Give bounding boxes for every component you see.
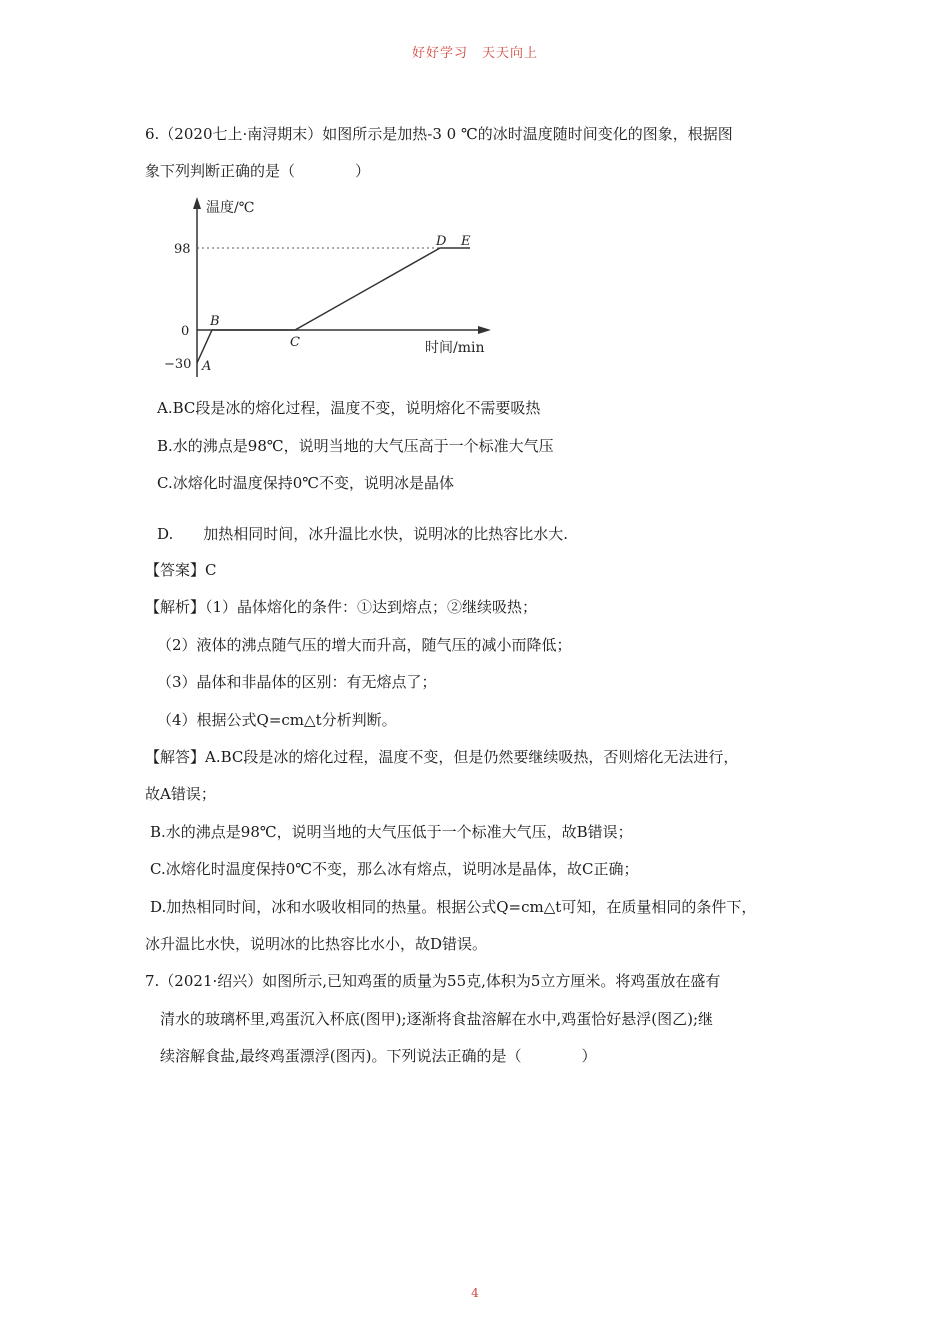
q6-analysis-2: （2）液体的沸点随气压的增大而升高，随气压的减小而降低；	[157, 636, 572, 654]
page-number: 4	[471, 1286, 479, 1300]
q6-stem-line-1: 6.（2020七上·南浔期末）如图所示是加热-3 0 ℃的冰时温度随时间变化的图象，根据图	[145, 125, 733, 143]
y-tick-minus-30: −30	[164, 357, 192, 372]
q6-option-d: D. 加热相同时间，冰升温比水快，说明冰的比热容比水大.	[157, 525, 569, 543]
point-label-b: B	[210, 314, 220, 329]
q6-analysis-1: 【解析】（1）晶体熔化的条件：①达到熔点；②继续吸热；	[145, 598, 538, 616]
x-axis-label: 时间/min	[425, 340, 485, 356]
temperature-time-graph	[160, 195, 520, 385]
x-axis-arrow	[478, 326, 491, 334]
q6-option-b: B.水的沸点是98℃，说明当地的大气压高于一个标准大气压	[157, 437, 554, 455]
q6-analysis-3: （3）晶体和非晶体的区别：有无熔点了；	[157, 673, 437, 691]
point-label-a: A	[202, 359, 212, 374]
q6-solution-2: 故A错误；	[145, 785, 216, 803]
q6-analysis-4: （4）根据公式Q=cm△t分析判断。	[157, 711, 397, 729]
y-axis-label: 温度/℃	[206, 200, 255, 216]
q6-option-a: A.BC段是冰的熔化过程，温度不变，说明熔化不需要吸热	[157, 399, 541, 417]
q6-solution-6: 冰升温比水快，说明冰的比热容比水小，故D错误。	[145, 935, 488, 953]
point-label-e: E	[461, 234, 471, 249]
point-label-d: D	[436, 234, 447, 249]
y-tick-98: 98	[174, 242, 191, 257]
page-header: 好好学习 天天向上	[411, 46, 538, 61]
q6-solution-3: B.水的沸点是98℃，说明当地的大气压低于一个标准大气压，故B错误；	[150, 823, 633, 841]
q6-answer: 【答案】C	[145, 561, 217, 579]
q6-solution-5: D.加热相同时间，冰和水吸收相同的热量。根据公式Q=cm△t可知，在质量相同的条件下，	[150, 898, 757, 916]
q7-stem-line-1: 7.（2021·绍兴）如图所示,已知鸡蛋的质量为55克,体积为5立方厘米。将鸡蛋放在盛有	[145, 972, 721, 990]
q7-stem-line-2: 清水的玻璃杯里,鸡蛋沉入杯底(图甲);逐渐将食盐溶解在水中,鸡蛋恰好悬浮(图乙);继	[160, 1010, 714, 1028]
q6-solution-1: 【解答】A.BC段是冰的熔化过程，温度不变，但是仍然要继续吸热，否则熔化无法进行，	[145, 748, 739, 766]
q6-option-c: C.冰熔化时温度保持0℃不变，说明冰是晶体	[157, 474, 455, 492]
y-tick-0: 0	[181, 324, 190, 339]
q7-stem-line-3: 续溶解食盐,最终鸡蛋漂浮(图丙)。下列说法正确的是（ ）	[160, 1047, 597, 1065]
y-axis-arrow	[193, 197, 201, 209]
q6-solution-4: C.冰熔化时温度保持0℃不变，那么冰有熔点，说明冰是晶体，故C正确；	[150, 860, 639, 878]
q6-stem-line-2: 象下列判断正确的是（ ）	[145, 162, 371, 180]
point-label-c: C	[290, 335, 300, 350]
